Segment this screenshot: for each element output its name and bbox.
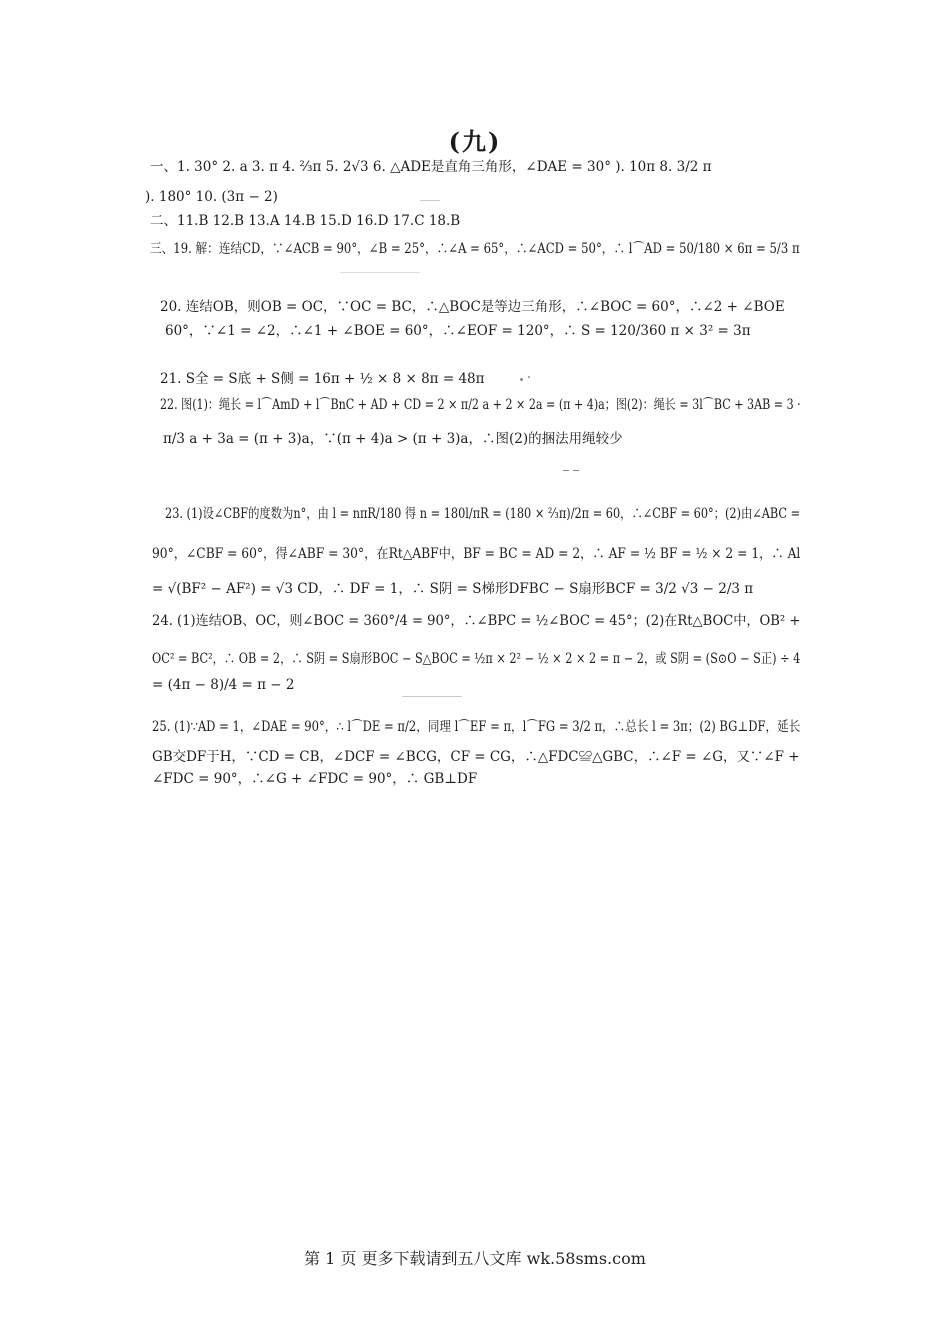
answer-line-8: 22. 图(1)：绳长 = l⌒AmD + l⌒BnC + AD + CD = 2 × π/2 a + 2 × 2a = (π + 4)a；图(2)：绳长 = 3l⌒BC + 3AB = 3 ·: [160, 397, 801, 413]
answer-line-6: 60°，∵∠1 = ∠2，∴∠1 + ∠BOE = 60°，∴∠EOF = 120°，∴ S = 120/360 π × 3² = 3π: [165, 323, 751, 339]
answer-line-17: GB交DF于H，∵CD = CB，∠DCF = ∠BCG，CF = CG，∴△FDC≌△GBC，∴∠F = ∠G，又∵∠F +: [152, 749, 800, 765]
answer-line-14: OC² = BC²，∴ OB = 2，∴ S阴 = S扇形BOC − S△BOC = ½π × 2² − ½ × 2 × 2 = π − 2，或 S阴 = (S⊙O − S正) ÷ 4: [152, 651, 801, 667]
answer-line-18: ∠FDC = 90°，∴∠G + ∠FDC = 90°，∴ GB⊥DF: [152, 771, 478, 787]
scan-speck: [563, 470, 569, 471]
answer-line-13: 24. (1)连结OB、OC，则∠BOC = 360°/4 = 90°，∴∠BPC = ½∠BOC = 45°；(2)在Rt△BOC中，OB² +: [152, 613, 801, 629]
answer-line-4: 三、19. 解：连结CD，∵∠ACB = 90°，∠B = 25°，∴∠A = 65°，∴∠ACD = 50°，∴ l⌒AD = 50/180 × 6π = 5/3 π: [150, 241, 800, 257]
answer-line-12: = √(BF² − AF²) = √3 CD，∴ DF = 1，∴ S阴 = S梯形DFBC − S扇形BCF = 3/2 √3 − 2/3 π: [152, 581, 754, 597]
scan-speck: [340, 272, 420, 273]
section-title: (九): [448, 127, 502, 156]
answer-line-5: 20. 连结OB，则OB = OC，∵OC = BC，∴△BOC是等边三角形，∴∠BOC = 60°，∴∠2 + ∠BOE: [160, 299, 785, 315]
answer-line-9: π/3 a + 3a = (π + 3)a，∵(π + 4)a > (π + 3)a，∴图(2)的捆法用绳较少: [163, 431, 623, 447]
scan-speck: [520, 378, 523, 381]
scan-speck: [402, 696, 462, 697]
answer-line-2: ). 180° 10. (3π − 2): [145, 189, 278, 205]
page-footer: 第 1 页 更多下载请到五八文库 wk.58sms.com: [304, 1249, 646, 1268]
answer-line-1: 一、1. 30° 2. a 3. π 4. ⅔π 5. 2√3 6. △ADE是直角三角形，∠DAE = 30° ). 10π 8. 3/2 π: [150, 159, 712, 175]
answer-line-15: = (4π − 8)/4 = π − 2: [152, 677, 295, 693]
scan-speck: [420, 200, 440, 201]
answer-line-16: 25. (1)∵AD = 1，∠DAE = 90°，∴ l⌒DE = π/2，同理 l⌒EF = π，l⌒FG = 3/2 π，∴总长 l = 3π；(2) BG⊥DF，延长: [152, 719, 801, 735]
answer-line-11: 90°，∠CBF = 60°，得∠ABF = 30°，在Rt△ABF中，BF = BC = AD = 2，∴ AF = ½ BF = ½ × 2 = 1，∴ Al: [152, 546, 801, 562]
scan-speck: [528, 376, 530, 378]
answer-line-7: 21. S全 = S底 + S侧 = 16π + ½ × 8 × 8π = 48π: [160, 371, 485, 387]
answer-line-10: 23. (1)设∠CBF的度数为n°，由 l = nπR/180 得 n = 180l/πR = (180 × ⅔π)/2π = 60，∴∠CBF = 60°；(2)由∠ABC =: [165, 506, 801, 522]
scan-speck: [573, 470, 579, 471]
answer-line-3: 二、11.B 12.B 13.A 14.B 15.D 16.D 17.C 18.B: [150, 213, 461, 229]
